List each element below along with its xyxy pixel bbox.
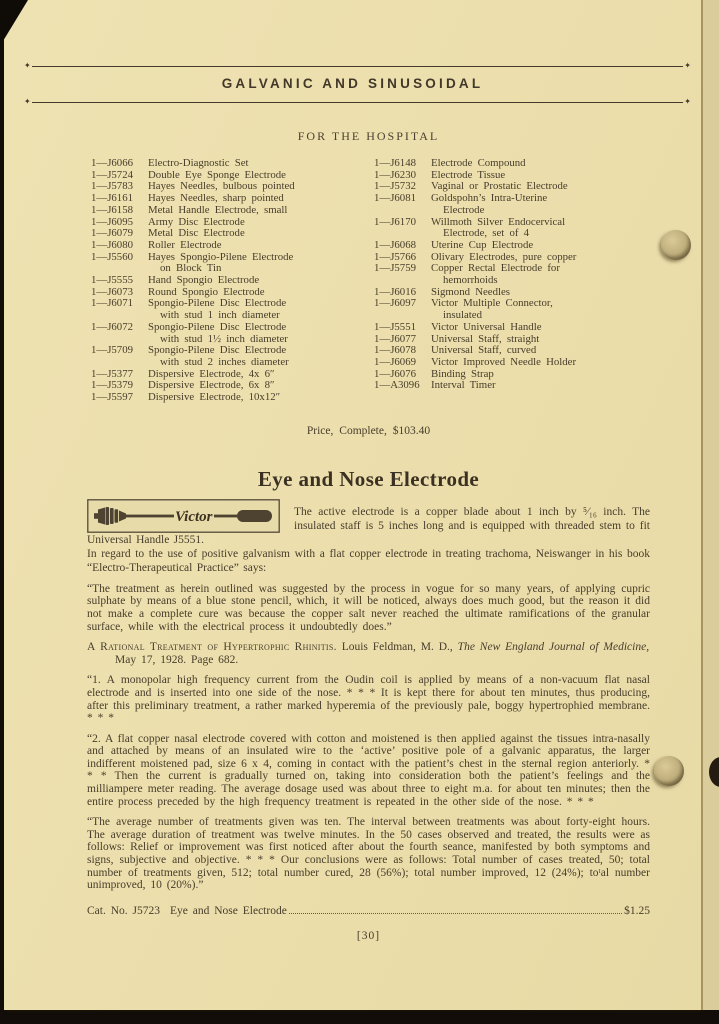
article-title: Eye and Nose Electrode xyxy=(257,466,480,491)
electrode-illustration xyxy=(87,499,280,533)
item-desc-text: Sigmond Needles xyxy=(431,285,510,298)
header-rule-top xyxy=(23,0,692,70)
illustration-brand-text: Victor xyxy=(175,508,213,525)
item-desc-text: Round Spongio Electrode xyxy=(148,285,265,298)
page-edge-strip xyxy=(701,0,719,1010)
item-desc-text: Uterine Cup Electrode xyxy=(431,238,534,251)
item-code: 1—J5377 xyxy=(91,367,133,380)
item-code: 1—J5732 xyxy=(374,180,416,193)
item-desc-text: Copper Rectal Electrode for xyxy=(431,262,560,275)
item-desc-text: Army Disc Electrode xyxy=(148,215,245,228)
item-list-left-column xyxy=(87,158,374,404)
item-desc-text: Interval Timer xyxy=(431,379,496,392)
item-desc-text: Electro-Diagnostic Set xyxy=(148,157,249,169)
rule-line xyxy=(32,102,684,103)
item-desc-text: Spongio-Pilene Disc Electrode xyxy=(148,320,287,333)
catalog-number: Cat. No. J5723 xyxy=(87,904,160,917)
article-intro xyxy=(87,505,650,575)
item-code: 1—J6148 xyxy=(374,157,416,169)
item-desc-text: Spongio-Pilene Disc Electrode xyxy=(148,297,287,310)
item-description xyxy=(431,193,650,216)
item-desc-continuation: Electrode xyxy=(443,203,485,216)
item-desc-text: Victor Multiple Connector, xyxy=(431,297,553,310)
rule-ornament-icon: ✦ xyxy=(24,61,31,70)
item-code: 1—J5709 xyxy=(91,344,133,357)
item-list-right-column xyxy=(374,158,650,404)
list-item xyxy=(374,217,650,240)
reference-author: Louis Feldman, M. D., xyxy=(336,641,458,654)
item-code: 1—J6080 xyxy=(91,238,133,251)
catalog-price: $1.25 xyxy=(624,904,650,917)
item-code: 1—J6097 xyxy=(374,297,416,310)
item-desc-text: Goldspohn’s Intra-Uterine xyxy=(431,192,548,205)
item-code: 1—J5724 xyxy=(91,168,133,181)
item-desc-continuation: with stud 1½ inch diameter xyxy=(160,332,288,345)
item-desc-continuation: with stud 2 inches diameter xyxy=(160,355,289,368)
intro-paragraph-2: In regard to the use of positive galvanism with a flat copper electrode in treating trachoma, Neiswanger in his book “Electro-Therapeutical Practice” says: xyxy=(87,547,650,574)
item-desc-text: Spongio-Pilene Disc Electrode xyxy=(148,344,287,357)
item-desc-text: Hand Spongio Electrode xyxy=(148,274,260,287)
item-code: 1—J6016 xyxy=(374,285,416,298)
rule-ornament-icon: ✦ xyxy=(684,97,691,106)
item-code: 1—J6079 xyxy=(91,227,133,240)
list-item xyxy=(374,158,650,170)
item-code: 1—J6071 xyxy=(91,297,133,310)
item-code: 1—J6077 xyxy=(374,332,416,345)
article-paragraph: “2. A flat copper nasal electrode covered with cotton and moistened is then applied against the tissues intra-nasally and attached by means of an insulated wire to the ‘active’ positive pole of a galvanic apparatus, the larger indifferent moistened pad, size 6 x 4, coming in contact with the patient’s chest in the sternal region anteriorly. * * * Then the current is gradually turned on, taking into consideration both the patient’s feelings and the milliampere meter reading. The average dosage used was about three to eight m.a. for about ten minutes; then the entire process preceded by the high frequency treatment is repeated in the other side of the nose. * * * xyxy=(87,732,650,808)
item-desc-text: Dispersive Electrode, 10x12″ xyxy=(148,391,281,404)
item-code: 1—J6069 xyxy=(374,355,416,368)
catalog-page xyxy=(4,0,701,1010)
catalog-price-row xyxy=(87,905,650,917)
article-body xyxy=(87,674,650,892)
item-code: 1—J6161 xyxy=(91,192,133,205)
item-code: 1—J6078 xyxy=(374,344,416,357)
intro-paragraph: The active electrode is a copper blade about 1 inch by ⁵⁄₁₆ inch. The insulated staff is 5 inches long and is equipped with threaded stem to fit Universal Handle J5551. xyxy=(87,505,650,546)
item-code: 1—A3096 xyxy=(374,379,420,392)
list-item xyxy=(374,193,650,216)
article-paragraph: “1. A monopolar high frequency current from the Oudin coil is applied by means of a non-vacuum flat nasal electrode and is inserted into one side of the nose. * * * It is kept there for about ten minutes, thus producing, after this preliminary treatment, a rather marked hyperemia of the previously pale, boggy hypertrophied membrane. * * * xyxy=(87,674,650,725)
item-description xyxy=(148,252,374,275)
article-paragraph: “The average number of treatments given was ten. The interval between treatments was about forty-eight hours. The average duration of treatment was twelve minutes. In the 50 cases observed and treated, the results were as follows: Relief or improvement was first noticed after about the fourth seance, manifested by both symptoms and signs, subjective and objective. * * * Our conclusions were as follows: Total number of cases treated, 50; total number of treatments given, 512; total number cured, 28 (56%); total number improved, 12 (24%); toᵗal number unimproved, 10 (20%).” xyxy=(87,816,650,892)
item-desc-text: Binding Strap xyxy=(431,367,494,380)
item-description xyxy=(431,263,650,286)
header-rule-bottom xyxy=(23,98,692,106)
item-code: 1—J6068 xyxy=(374,238,416,251)
binding-hole xyxy=(654,756,684,786)
item-code: 1—J6095 xyxy=(91,215,133,228)
item-code: 1—J5783 xyxy=(91,180,133,193)
page-content xyxy=(87,129,650,942)
item-desc-text: Willmoth Silver Endocervical xyxy=(431,215,566,228)
item-code: 1—J6066 xyxy=(91,157,133,169)
item-desc-text: Metal Handle Electrode, small xyxy=(148,203,288,216)
item-desc-continuation: with stud 1 inch diameter xyxy=(160,309,280,322)
item-code: 1—J6073 xyxy=(91,285,133,298)
item-desc-text: Universal Staff, straight xyxy=(431,332,540,345)
list-item xyxy=(91,298,374,321)
item-desc-text: Electrode Compound xyxy=(431,157,526,169)
item-description xyxy=(148,298,374,321)
list-item xyxy=(91,252,374,275)
hospital-item-list xyxy=(87,158,650,404)
item-code: 1—J5759 xyxy=(374,262,416,275)
item-desc-text: Roller Electrode xyxy=(148,238,222,251)
page-number: [30] xyxy=(356,929,381,942)
item-desc-text: Double Eye Sponge Electrode xyxy=(148,168,286,181)
section-title: FOR THE HOSPITAL xyxy=(297,129,440,143)
item-desc-text: Olivary Electrodes, pure copper xyxy=(431,250,577,263)
item-desc-text: Universal Staff, curved xyxy=(431,344,537,357)
list-item xyxy=(91,228,374,240)
item-code: 1—J6158 xyxy=(91,203,133,216)
list-item xyxy=(374,298,650,321)
item-code: 1—J6081 xyxy=(374,192,416,205)
item-desc-continuation: on Block Tin xyxy=(160,262,222,275)
list-item xyxy=(91,345,374,368)
item-code: 1—J6230 xyxy=(374,168,416,181)
item-desc-text: Hayes Spongio-Pilene Electrode xyxy=(148,250,294,263)
item-desc-text: Victor Improved Needle Holder xyxy=(431,355,577,368)
item-desc-text: Electrode Tissue xyxy=(431,168,506,181)
treatment-quote: “The treatment as herein outlined was suggested by the process in vogue for so many years, of applying cupric sulphate by means of a blue stone pencil, which, it will be noticed, always does much good, but the reason it did not make a complete cure was because the copper salt never reached the ultimate ramifications of the granular surface, while with the electrical process it undoubtedly does.” xyxy=(87,582,650,633)
binding-hole xyxy=(661,230,691,260)
reference-journal: The New England Journal of Medicine, xyxy=(457,641,650,654)
item-desc-text: Metal Disc Electrode xyxy=(148,227,245,240)
item-description xyxy=(148,345,374,368)
dotted-leader xyxy=(289,913,622,914)
reference-title: A Rational Treatment of Hypertrophic Rhinitis. xyxy=(87,641,337,654)
item-code: 1—J6170 xyxy=(374,215,416,228)
item-code: 1—J5597 xyxy=(91,391,133,404)
item-code: 1—J5555 xyxy=(91,274,133,287)
item-desc-text: Dispersive Electrode, 6x 8″ xyxy=(148,379,275,392)
journal-reference xyxy=(87,641,650,666)
list-item xyxy=(374,380,650,392)
item-desc-continuation: insulated xyxy=(443,309,482,322)
item-description xyxy=(431,217,650,240)
reference-date: May 17, 1928. Page 682. xyxy=(115,653,239,666)
list-item xyxy=(91,322,374,345)
item-code: 1—J6072 xyxy=(91,320,133,333)
masthead-title: GALVANIC AND SINUSOIDAL xyxy=(221,76,484,91)
price-complete-line: Price, Complete, $103.40 xyxy=(306,424,431,437)
item-desc-text: Hayes Needles, sharp pointed xyxy=(148,192,284,205)
item-desc-text: Dispersive Electrode, 4x 6″ xyxy=(148,367,275,380)
item-desc-continuation: hemorrhoids xyxy=(443,274,498,287)
rule-ornament-icon: ✦ xyxy=(24,97,31,106)
item-code: 1—J5551 xyxy=(374,320,416,333)
item-description xyxy=(431,298,650,321)
list-item xyxy=(91,392,374,404)
item-description xyxy=(148,392,374,404)
item-desc-text: Hayes Needles, bulbous pointed xyxy=(148,180,295,193)
list-item xyxy=(374,263,650,286)
catalog-item-name: Eye and Nose Electrode xyxy=(170,904,287,917)
item-code: 1—J5560 xyxy=(91,250,133,263)
item-code: 1—J6076 xyxy=(374,367,416,380)
item-code: 1—J5766 xyxy=(374,250,416,263)
item-description xyxy=(148,322,374,345)
rule-line xyxy=(32,66,684,67)
item-code: 1—J5379 xyxy=(91,379,133,392)
item-desc-text: Victor Universal Handle xyxy=(431,320,542,333)
item-desc-continuation: Electrode, set of 4 xyxy=(443,227,530,240)
item-desc-text: Vaginal or Prostatic Electrode xyxy=(431,180,568,193)
list-item xyxy=(374,357,650,369)
rule-ornament-icon: ✦ xyxy=(684,61,691,70)
item-description xyxy=(431,380,650,392)
